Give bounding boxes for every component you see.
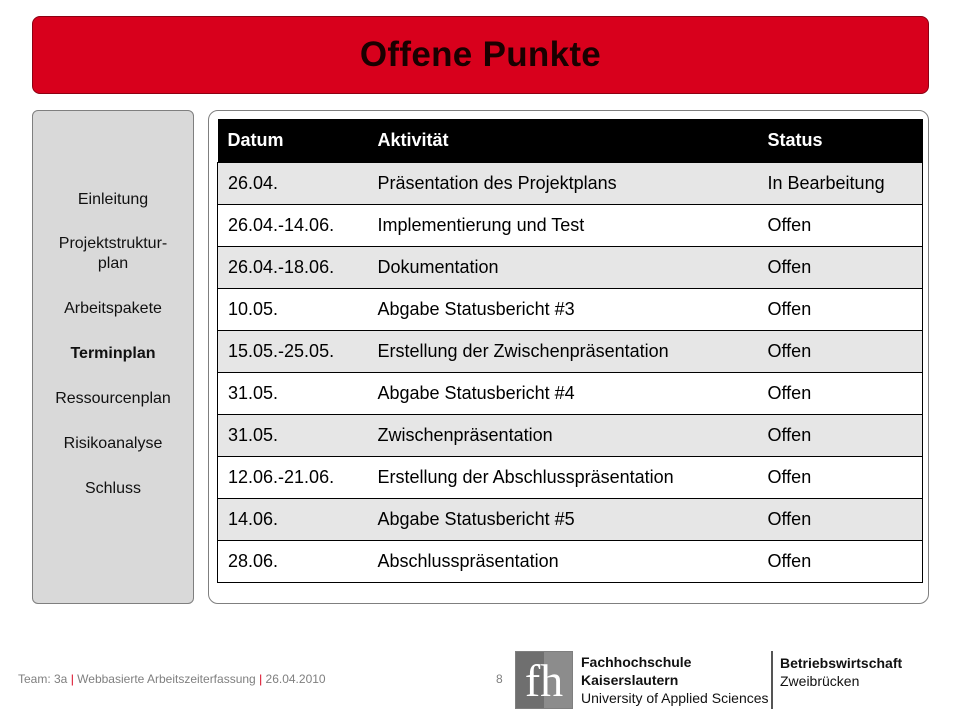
agenda-list bbox=[33, 189, 193, 523]
table-frame bbox=[208, 110, 929, 604]
cell-status: In Bearbeitung bbox=[758, 162, 923, 204]
table-row bbox=[218, 288, 923, 330]
table-row bbox=[218, 498, 923, 540]
cell-status: Offen bbox=[758, 456, 923, 498]
cell-aktivitaet: Abgabe Statusbericht #3 bbox=[368, 288, 758, 330]
agenda-item-projektstrukturplan-line2: plan bbox=[97, 255, 129, 272]
cell-aktivitaet: Abgabe Statusbericht #4 bbox=[368, 372, 758, 414]
cell-aktivitaet: Implementierung und Test bbox=[368, 204, 758, 246]
cell-datum: 28.06. bbox=[218, 540, 368, 582]
cell-datum: 12.06.-21.06. bbox=[218, 456, 368, 498]
agenda-item-schluss: Schluss bbox=[84, 480, 142, 497]
cell-datum: 26.04.-14.06. bbox=[218, 204, 368, 246]
agenda-item-projektstrukturplan-line1: Projektstruktur- bbox=[58, 235, 168, 252]
cell-aktivitaet: Präsentation des Projektplans bbox=[368, 162, 758, 204]
footer-separator: | bbox=[70, 672, 74, 686]
fh-logo-icon bbox=[515, 651, 573, 709]
title-banner bbox=[32, 16, 929, 94]
footer-team: Team: 3a bbox=[18, 672, 68, 686]
fh-logo bbox=[515, 651, 573, 709]
cell-aktivitaet: Abgabe Statusbericht #5 bbox=[368, 498, 758, 540]
footer-separator: | bbox=[259, 672, 263, 686]
table-row bbox=[218, 162, 923, 204]
department-line2: Zweibrücken bbox=[780, 673, 860, 689]
agenda-item-projektstrukturplan bbox=[33, 234, 193, 274]
cell-aktivitaet: Abschlusspräsentation bbox=[368, 540, 758, 582]
cell-datum: 26.04. bbox=[218, 162, 368, 204]
footer-project: Webbasierte Arbeitszeiterfassung bbox=[77, 672, 256, 686]
agenda-item-ressourcenplan: Ressourcenplan bbox=[55, 390, 171, 407]
cell-status: Offen bbox=[758, 330, 923, 372]
department-name bbox=[780, 654, 902, 690]
institution-line3: University of Applied Sciences bbox=[581, 690, 769, 706]
cell-status: Offen bbox=[758, 288, 923, 330]
cell-status: Offen bbox=[758, 414, 923, 456]
cell-status: Offen bbox=[758, 204, 923, 246]
cell-status: Offen bbox=[758, 372, 923, 414]
table-row bbox=[218, 372, 923, 414]
table-row bbox=[218, 414, 923, 456]
agenda-sidebar bbox=[32, 110, 194, 604]
footer-divider bbox=[771, 651, 773, 709]
cell-status: Offen bbox=[758, 540, 923, 582]
fh-logo-letters: fh bbox=[524, 655, 564, 706]
footer-date: 26.04.2010 bbox=[265, 672, 326, 686]
column-header-datum: Datum bbox=[218, 119, 368, 162]
cell-datum: 10.05. bbox=[218, 288, 368, 330]
slide-title: Offene Punkte bbox=[359, 35, 602, 74]
agenda-item-terminplan: Terminplan bbox=[70, 345, 156, 362]
cell-aktivitaet: Dokumentation bbox=[368, 246, 758, 288]
open-items-table bbox=[217, 119, 923, 583]
cell-datum: 14.06. bbox=[218, 498, 368, 540]
page-number: 8 bbox=[496, 672, 503, 686]
cell-datum: 31.05. bbox=[218, 414, 368, 456]
table-row bbox=[218, 330, 923, 372]
table-row bbox=[218, 204, 923, 246]
cell-status: Offen bbox=[758, 246, 923, 288]
institution-name bbox=[581, 653, 769, 707]
agenda-item-einleitung: Einleitung bbox=[77, 191, 149, 208]
department-line1: Betriebswirtschaft bbox=[780, 655, 903, 671]
cell-aktivitaet: Erstellung der Zwischenpräsentation bbox=[368, 330, 758, 372]
institution-line2: Kaiserslautern bbox=[581, 672, 679, 688]
table-row bbox=[218, 456, 923, 498]
cell-status: Offen bbox=[758, 498, 923, 540]
column-header-status: Status bbox=[758, 119, 923, 162]
cell-aktivitaet: Erstellung der Abschlusspräsentation bbox=[368, 456, 758, 498]
cell-datum: 15.05.-25.05. bbox=[218, 330, 368, 372]
table-row bbox=[218, 246, 923, 288]
cell-aktivitaet: Zwischenpräsentation bbox=[368, 414, 758, 456]
table-header-row bbox=[218, 119, 923, 162]
table-row bbox=[218, 540, 923, 582]
column-header-aktivitaet: Aktivität bbox=[368, 119, 758, 162]
agenda-item-risikoanalyse: Risikoanalyse bbox=[63, 435, 163, 452]
institution-line1: Fachhochschule bbox=[581, 654, 692, 670]
cell-datum: 31.05. bbox=[218, 372, 368, 414]
footer-info bbox=[18, 672, 326, 686]
cell-datum: 26.04.-18.06. bbox=[218, 246, 368, 288]
agenda-item-arbeitspakete: Arbeitspakete bbox=[64, 300, 162, 317]
